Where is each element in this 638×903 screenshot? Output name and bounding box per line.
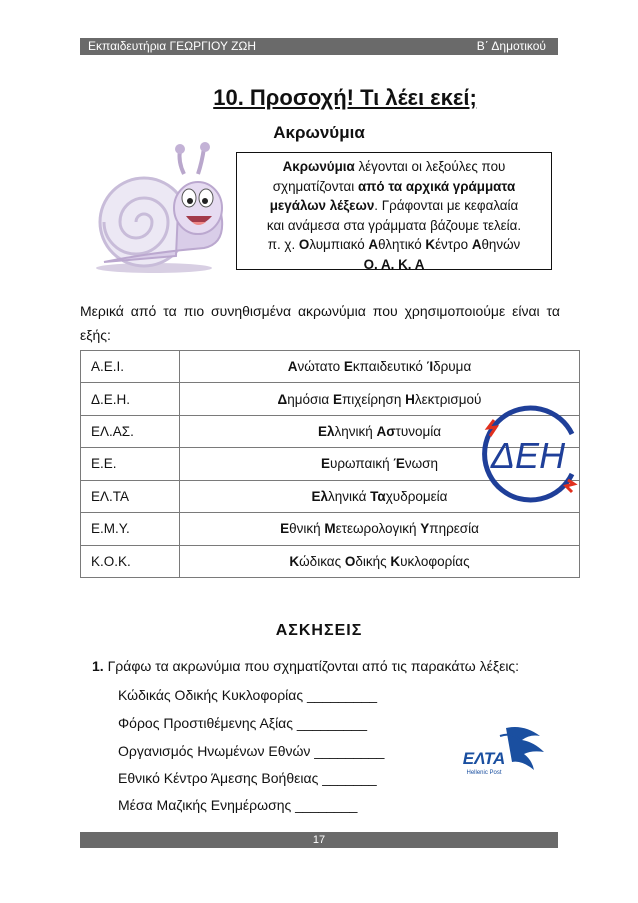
word-rest: πιχείρηση — [341, 391, 406, 407]
deh-logo-text: ΔΕΗ — [490, 435, 566, 476]
definition-box — [236, 152, 552, 270]
word-rest: υρωπαική — [329, 456, 394, 472]
initial: Ο — [344, 553, 356, 569]
initial: Ε — [320, 456, 330, 472]
word-rest: τυνομία — [395, 424, 442, 440]
example-word: λυμπιακό — [309, 237, 369, 252]
meaning-cell — [180, 351, 580, 383]
initial: Ε — [343, 359, 353, 375]
header-school: Εκπαιδευτήρια ΓΕΩΡΓΙΟΥ ΖΩΗ — [88, 39, 257, 53]
initial: Ε — [280, 521, 290, 537]
word-rest: χυδρομεία — [385, 488, 448, 504]
example-word: θηνών — [481, 237, 521, 252]
acronym-cell: Α.Ε.Ι. — [81, 351, 180, 383]
word-rest: νωση — [404, 456, 439, 472]
word-rest: θνική — [289, 521, 325, 537]
example-letter: Ο — [298, 237, 310, 252]
definition-term: Ακρωνύμια — [282, 159, 355, 174]
table-row — [81, 545, 580, 577]
section-subtitle: Ακρωνύμια — [273, 123, 365, 142]
example-word: θλητικό — [378, 237, 426, 252]
example-letter: Α — [471, 237, 482, 252]
example-letter: Α — [368, 237, 379, 252]
initial: Υ — [420, 521, 430, 537]
exercise-number: 1. — [92, 658, 104, 674]
exercise-prompt — [92, 658, 519, 674]
table-row — [81, 513, 580, 545]
acronym-text: Ο. Α. Κ. Α — [363, 256, 425, 272]
deh-logo — [476, 400, 584, 508]
word-rest: δρυμα — [433, 359, 472, 375]
initial: Τα — [370, 488, 386, 504]
footer-bar — [80, 832, 558, 848]
word-rest: υκλοφορίας — [400, 553, 470, 569]
meaning-cell — [180, 513, 580, 545]
initial: Ί — [426, 359, 434, 375]
exercise-line: Μέσα Μαζικής Ενημέρωσης ________ — [118, 797, 358, 813]
example-word: έντρο — [435, 237, 472, 252]
initial: Κ — [390, 553, 401, 569]
word-rest: ληνικά — [328, 488, 371, 504]
page-number: 17 — [312, 834, 326, 846]
exercise-line: Εθνικό Κέντρο Άμεσης Βοήθειας _______ — [118, 770, 377, 786]
word-rest: λεκτρισμού — [414, 391, 482, 407]
snail-illustration — [84, 140, 234, 280]
acronym-cell: ΕΛ.ΤΑ — [81, 480, 180, 512]
word-rest: ετεωρολογική — [335, 521, 421, 537]
initial: Α — [287, 359, 298, 375]
word-rest: κπαιδευτικό — [352, 359, 427, 375]
initial: Μ — [324, 521, 336, 537]
word-rest: πηρεσία — [429, 521, 479, 537]
initial: Ελ — [317, 424, 335, 440]
word-rest: νώτατο — [297, 359, 344, 375]
initial: Ελ — [311, 488, 329, 504]
example-prefix: π. χ. — [267, 237, 299, 252]
definition-line-2 — [243, 177, 545, 197]
header-bar — [80, 38, 558, 55]
elta-logo-text: ΕΛΤΑ — [462, 749, 506, 768]
acronym-cell: Ε.Μ.Υ. — [81, 513, 180, 545]
definition-example — [243, 235, 545, 255]
table-row — [81, 351, 580, 383]
word-rest: ημόσια — [287, 391, 333, 407]
acronym-cell: ΕΛ.ΑΣ. — [81, 415, 180, 447]
example-acronym — [243, 255, 545, 275]
acronym-cell: Ε.Ε. — [81, 448, 180, 480]
initial: Δ — [277, 391, 288, 407]
exercise-prompt-text: Γράφω τα ακρωνύμια που σχηματίζονται από τις παρακάτω λέξεις: — [103, 658, 520, 674]
acronym-cell: Κ.Ο.Κ. — [81, 545, 180, 577]
word-rest: ληνική — [334, 424, 377, 440]
header-grade: Β΄ Δημοτικού — [476, 39, 546, 53]
meaning-cell — [180, 545, 580, 577]
acronym-cell: Δ.Ε.Η. — [81, 383, 180, 415]
definition-line-1 — [243, 157, 545, 177]
word-rest: δικής — [355, 553, 391, 569]
initial: Ασ — [376, 424, 396, 440]
elta-logo-subtext: Hellenic Post — [466, 770, 502, 776]
initial: Κ — [289, 553, 300, 569]
example-letter: Κ — [425, 237, 436, 252]
definition-text: λέγονται οι λεξούλες που — [354, 159, 506, 174]
exercises-heading: ΑΣΚΗΣΕΙΣ — [275, 622, 363, 639]
exercise-line: Κώδικάς Οδικής Κυκλοφορίας _________ — [118, 687, 378, 703]
elta-logo — [460, 722, 552, 780]
initial: Η — [405, 391, 415, 407]
definition-text: σχηματίζονται — [272, 178, 358, 194]
definition-bold: από τα αρχικά γράμματα — [357, 178, 516, 194]
initial: Έ — [393, 456, 405, 472]
definition-line-3 — [243, 196, 545, 216]
definition-text: . Γράφονται με κεφαλαία — [374, 198, 519, 213]
page-title: 10. Προσοχή! Τι λέει εκεί; — [213, 85, 477, 110]
definition-line-4: και ανάμεσα στα γράμματα βάζουμε τελεία. — [266, 217, 522, 233]
definition-bold: μεγάλων λέξεων — [269, 198, 375, 213]
initial: Ε — [332, 391, 342, 407]
exercise-line: Φόρος Προστιθέμενης Αξίας _________ — [118, 715, 367, 731]
word-rest: ώδικας — [299, 553, 345, 569]
intro-paragraph: Μερικά από τα πιο συνηθισμένα ακρωνύμια που χρησιμοποιούμε είναι τα εξής: — [80, 303, 560, 343]
exercise-line: Οργανισμός Ηνωμένων Εθνών _________ — [118, 743, 385, 759]
